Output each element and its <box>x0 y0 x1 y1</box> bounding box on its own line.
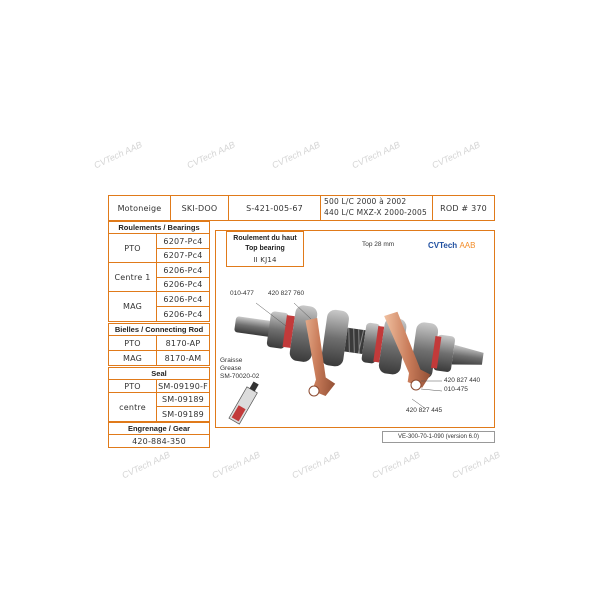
seal-center-1: SM-09189 <box>157 393 209 407</box>
bearings-center-1: 6206-Pc4 <box>157 263 209 278</box>
logo-main-text: CVTech <box>428 241 458 250</box>
label-420-827-760: 420 827 760 <box>268 290 305 297</box>
gear-title: Engrenage / Gear <box>109 423 209 435</box>
watermark-text: CVTech AAB <box>350 139 402 171</box>
seal-pto-label: PTO <box>109 380 157 393</box>
watermark-text: CVTech AAB <box>270 139 322 171</box>
label-420-827-445: 420 827 445 <box>406 407 443 414</box>
seal-center-2: SM-09189 <box>162 409 204 419</box>
rods-mag-value: 8170-AM <box>164 353 202 363</box>
rods-table <box>108 323 210 366</box>
header-rod-number: ROD # 370 <box>440 203 487 213</box>
top-note: Top 28 mm <box>362 241 395 248</box>
header-models <box>321 196 433 220</box>
header-brand: SKI-DOO <box>171 196 229 220</box>
watermark-text: CVTech AAB <box>185 139 237 171</box>
top-bearing-title-en: Top bearing <box>245 244 285 252</box>
watermark-text: CVTech AAB <box>450 449 502 481</box>
rods-title: Bielles / Connecting Rod <box>109 324 209 336</box>
bearings-mag-label: MAG <box>109 292 157 321</box>
header-model-1: 500 L/C 2000 à 2002 <box>324 197 407 206</box>
seal-pto-value: SM-09190-F <box>157 380 209 393</box>
label-010-475: 010-475 <box>444 386 468 393</box>
seal-title: Seal <box>109 368 209 380</box>
seal-table <box>108 367 210 422</box>
logo-sub-text: AAB <box>459 241 476 250</box>
footer-code-box <box>382 431 495 443</box>
top-bearing-value: II KJ14 <box>253 256 277 264</box>
header-part-number: S-421-005-67 <box>229 196 321 220</box>
diagram-area <box>215 230 495 428</box>
bearings-mag-2: 6206-Pc4 <box>163 309 203 319</box>
watermark-text: CVTech AAB <box>92 139 144 171</box>
header-vehicle-type: Motoneige <box>109 196 171 220</box>
top-bearing-title-fr: Roulement du haut <box>233 234 297 242</box>
seal-center-label: centre <box>109 393 157 421</box>
watermark-text: CVTech AAB <box>210 449 262 481</box>
watermark-text: CVTech AAB <box>370 449 422 481</box>
header-model-2: 440 L/C MXZ-X 2000-2005 <box>324 208 427 217</box>
bearings-pto-1: 6207-Pc4 <box>157 234 209 249</box>
rods-pto-value: 8170-AP <box>157 336 209 351</box>
crankshaft-image <box>216 231 495 428</box>
label-grease-fr: Graisse <box>220 357 243 364</box>
bearings-pto-label: PTO <box>109 234 157 263</box>
bearings-pto-2: 6207-Pc4 <box>157 249 209 263</box>
gear-value: 420-884-350 <box>132 436 186 446</box>
rods-pto-label: PTO <box>109 336 157 351</box>
header-row <box>108 195 495 221</box>
rods-mag-label: MAG <box>109 351 157 365</box>
bearings-center-2: 6206-Pc4 <box>157 278 209 292</box>
watermark-text: CVTech AAB <box>290 449 342 481</box>
bearings-mag-1: 6206-Pc4 <box>157 292 209 307</box>
watermark-text: CVTech AAB <box>430 139 482 171</box>
watermark-text: CVTech AAB <box>120 449 172 481</box>
bearings-center-label: Centre 1 <box>109 263 157 292</box>
label-grease-part: SM-70020-02 <box>220 373 260 380</box>
bearings-table <box>108 221 210 322</box>
gear-table <box>108 422 210 448</box>
bearings-title: Roulements / Bearings <box>109 222 209 234</box>
footer-code: VE-300-70-1-090 (version 6.0) <box>397 434 480 440</box>
label-420-827-440: 420 827 440 <box>444 377 481 384</box>
label-010-477: 010-477 <box>230 290 254 297</box>
label-grease-en: Grease <box>220 365 242 372</box>
